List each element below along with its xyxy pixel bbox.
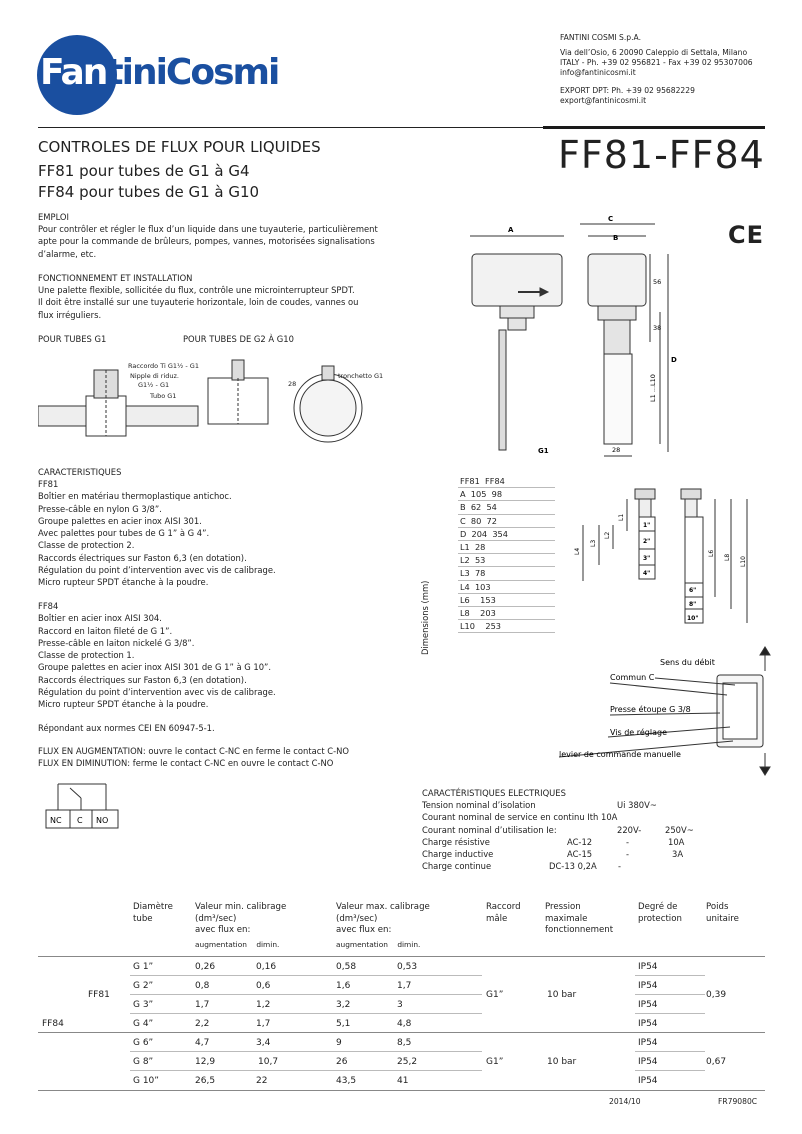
paddle-2: 2" xyxy=(643,538,651,545)
pression-ff84: 10 bar xyxy=(547,1057,577,1067)
cell-max-dim: 1,7 xyxy=(397,981,412,991)
header-pression: Pression maximale fonctionnement xyxy=(545,902,614,935)
cell-min-dim: 1,7 xyxy=(256,1019,271,1029)
dim-label-a: A xyxy=(508,226,514,234)
elec-label: Courant nominal d’utilisation Ie: xyxy=(422,824,557,835)
header-poids: Poids unitaire xyxy=(706,902,739,924)
electrical-row xyxy=(422,811,618,823)
row-rule xyxy=(130,975,482,976)
dim-label-l: L1 ...L10 xyxy=(649,374,657,402)
cell-max-aug: 5,1 xyxy=(336,1019,351,1029)
dim-label-c: C xyxy=(608,215,614,223)
label-commun: Commun C xyxy=(610,673,655,682)
ip-rule xyxy=(635,1051,705,1052)
paddle-4: 4" xyxy=(643,570,651,577)
row-rule xyxy=(130,1051,482,1052)
cell-min-aug: 12,9 xyxy=(195,1057,216,1067)
electrical-section xyxy=(422,787,694,872)
table-top-rule xyxy=(38,956,765,957)
header-rule-bold xyxy=(543,126,765,129)
ip-rule xyxy=(635,994,705,995)
label-nipple-size: G1½ - G1 xyxy=(138,381,170,389)
elec-value: 3A xyxy=(672,848,684,859)
raccord-ff84: G1” xyxy=(486,1057,504,1067)
elec-value: AC-15 xyxy=(567,848,593,859)
header-diametre: Diamètre tube xyxy=(133,902,173,924)
flux-text: FLUX EN AUGMENTATION: ouvre le contact C-NC en ferme le contact C-NO FLUX EN DIMINUTION: ferme le contact C-NC en ouvre le contact C-NO xyxy=(38,746,350,769)
footer-date: 2014/10 xyxy=(609,1097,641,1106)
dimensions-row: L10 253 xyxy=(458,620,555,633)
cell-min-aug: 4,7 xyxy=(195,1038,210,1048)
electrical-row xyxy=(422,799,657,811)
paddle-drawing xyxy=(565,485,765,630)
cell-ip: IP54 xyxy=(638,981,658,991)
electrical-row xyxy=(422,824,694,836)
company-phone: ITALY - Ph. +39 02 956821 - Fax +39 02 95307006 xyxy=(560,58,753,67)
label-l8: L8 xyxy=(724,553,731,561)
electrical-title: CARACTÉRISTIQUES ELECTRIQUES xyxy=(422,788,566,798)
raccord-ff81: G1” xyxy=(486,990,504,1000)
product-code: FF81-FF84 xyxy=(558,133,765,177)
dimensions-row: L1 28 xyxy=(458,541,555,554)
row-rule xyxy=(130,1070,482,1071)
contact-c: C xyxy=(77,816,83,825)
dim-label-g1: G1 xyxy=(538,447,549,455)
dimensions-row: L8 203 xyxy=(458,607,555,620)
header-rule xyxy=(38,127,543,128)
emploi-title: EMPLOI xyxy=(38,212,69,222)
elec-value: - xyxy=(626,848,630,859)
elec-value: - xyxy=(618,861,622,872)
dimensions-table xyxy=(458,475,555,633)
dimensions-row: D 204 354 xyxy=(458,528,555,541)
paddle-3: 3" xyxy=(643,555,651,562)
brand-logo: FantiniCosmi xyxy=(40,52,279,93)
row-rule xyxy=(130,994,482,995)
cell-max-aug: 3,2 xyxy=(336,1000,351,1010)
installation-drawings xyxy=(38,348,383,456)
subtitle-ff81: FF81 pour tubes de G1 à G4 xyxy=(38,162,250,180)
elec-value: Ui 380V~ xyxy=(617,800,657,811)
cell-max-aug: 9 xyxy=(336,1038,342,1048)
dimensions-title: Dimensions (mm) xyxy=(420,580,430,655)
paddle-8: 8" xyxy=(689,601,697,608)
ip-rule xyxy=(635,1070,705,1071)
cell-min-aug: 26,5 xyxy=(195,1076,216,1086)
elec-value: DC-13 0,2A xyxy=(549,861,597,872)
elec-label: Charge continue xyxy=(422,861,492,872)
cell-ip: IP54 xyxy=(638,1057,658,1067)
export-phone: EXPORT DPT: Ph. +39 02 95682229 xyxy=(560,86,695,95)
label-levier: levier de commande manuelle xyxy=(559,750,681,759)
cell-tube: G 4” xyxy=(133,1019,154,1029)
cell-max-dim: 25,2 xyxy=(397,1057,418,1067)
elec-label: Charge inductive xyxy=(422,848,494,859)
cell-tube: G 1” xyxy=(133,962,154,972)
dimensions-row: C 80 72 xyxy=(458,515,555,528)
ce-mark: CE xyxy=(728,221,765,249)
elec-label: Courant nominal de service en continu Ith 10A xyxy=(422,812,618,823)
dim-label-28: 28 xyxy=(612,446,621,454)
page-title: CONTROLES DE FLUX POUR LIQUIDES xyxy=(38,138,321,156)
company-email: info@fantinicosmi.it xyxy=(560,68,636,77)
label-l1: L1 xyxy=(618,513,625,521)
footer-ref: FR79080C xyxy=(718,1097,758,1106)
poids-ff81: 0,39 xyxy=(706,990,727,1000)
cell-max-dim: 4,8 xyxy=(397,1019,412,1029)
label-pour-tubes-g1: POUR TUBES G1 xyxy=(38,334,107,344)
label-vis-reglage: Vis de réglage xyxy=(610,728,668,737)
pression-ff81: 10 bar xyxy=(547,990,577,1000)
model-ff81: FF81 xyxy=(88,990,110,1000)
cell-max-dim: 41 xyxy=(397,1076,409,1086)
cell-min-aug: 2,2 xyxy=(195,1019,210,1029)
elec-value: 10A xyxy=(668,836,685,847)
cell-max-dim: 3 xyxy=(397,1000,403,1010)
cell-tube: G 3” xyxy=(133,1000,154,1010)
label-nipple: Nipple di riduz. xyxy=(130,372,179,380)
label-dim-28: 28 xyxy=(288,380,297,388)
fonctionnement-title: FONCTIONNEMENT ET INSTALLATION xyxy=(38,273,193,283)
dimensions-header: FF81 FF84 xyxy=(458,475,555,488)
label-raccordo: Raccordo Ti G1½ - G1 xyxy=(128,362,199,370)
emploi-text: Pour contrôler et régler le flux d’un liquide dans une tuyauterie, particulièrement apte pour la commande de brûleurs, pompes, vannes, motorisées signalisations d’alarme, etc. xyxy=(38,224,378,259)
elec-value: 220V- xyxy=(617,824,642,835)
dim-label-56: 56 xyxy=(653,278,662,286)
header-vmax-sub: augmentation dimin. xyxy=(336,940,421,949)
poids-ff84: 0,67 xyxy=(706,1057,727,1067)
cell-min-dim: 0,6 xyxy=(256,981,271,991)
cell-tube: G 2” xyxy=(133,981,154,991)
label-l4: L4 xyxy=(574,547,581,555)
paddle-1: 1" xyxy=(643,522,651,529)
ip-rule xyxy=(635,1013,705,1014)
cell-ip: IP54 xyxy=(638,1038,658,1048)
company-info xyxy=(560,33,753,106)
subtitle-ff84: FF84 pour tubes de G1 à G10 xyxy=(38,183,260,201)
cell-max-dim: 0,53 xyxy=(397,962,418,972)
cell-min-aug: 1,7 xyxy=(195,1000,210,1010)
caracteristiques-title: CARACTERISTIQUES xyxy=(38,467,122,477)
header-vmin-sub: augmentation dimin. xyxy=(195,940,280,949)
header-raccord: Raccord mâle xyxy=(486,902,521,924)
norme-text: Répondant aux normes CEI EN 60947-5-1. xyxy=(38,723,215,733)
product-drawing xyxy=(450,212,680,467)
ff81-specs: FF81 Boîtier en matériau thermoplastique antichoc. Presse-câble en nylon G 3/8”. Groupe palettes en acier inox AISI 301. Avec palettes pour tubes de G 1” à G 4”. Classe de protection 2. Raccords électriques sur Faston 6,3 (en dotation). Régulation du point d’intervention avec vis de calibrage. Micro rupteur SPDT étanche à la poudre. xyxy=(38,479,276,588)
cell-max-aug: 0,58 xyxy=(336,962,357,972)
dim-label-d: D xyxy=(671,356,677,364)
electrical-row xyxy=(422,836,685,848)
cell-ip: IP54 xyxy=(638,1000,658,1010)
cell-ip: IP54 xyxy=(638,1019,658,1029)
label-tronchetto: tronchetto G1 xyxy=(338,372,383,380)
electrical-row xyxy=(422,848,684,860)
contact-nc: NC xyxy=(50,816,62,825)
cell-tube: G 8” xyxy=(133,1057,154,1067)
cell-max-aug: 1,6 xyxy=(336,981,351,991)
cell-ip: IP54 xyxy=(638,1076,658,1086)
dimensions-row: L6 153 xyxy=(458,594,555,607)
dimensions-row: B 62 54 xyxy=(458,501,555,514)
elec-label: Tension nominal d’isolation xyxy=(422,800,536,811)
elec-label: Charge résistive xyxy=(422,836,490,847)
ip-rule xyxy=(635,975,705,976)
row-rule-mid xyxy=(38,1032,765,1033)
dim-label-b: B xyxy=(613,234,619,242)
header-degre: Degré de protection xyxy=(638,902,682,924)
contact-no: NO xyxy=(96,816,109,825)
cell-max-dim: 8,5 xyxy=(397,1038,412,1048)
cell-ip: IP54 xyxy=(638,962,658,972)
cell-min-dim: 0,16 xyxy=(256,962,277,972)
elec-value: 250V~ xyxy=(665,824,694,835)
dimensions-row: L2 53 xyxy=(458,554,555,567)
label-l3: L3 xyxy=(590,539,597,547)
label-tubo: Tubo G1 xyxy=(150,392,177,400)
elec-value: - xyxy=(626,836,630,847)
cell-tube: G 10” xyxy=(133,1076,159,1086)
ff84-specs: FF84 Boîtier en acier inox AISI 304. Raccord en laiton fileté de G 1”. Presse-câble en laiton nickelé G 3/8”. Classe de protection 1. Groupe palettes en acier inox AISI 301 de G 1” à G 10”. Raccords électriques sur Faston 6,3 (en dotation). Régulation du point d’intervention avec vis de calibrage. Micro rupteur SPDT étanche à la poudre. xyxy=(38,601,276,710)
paddle-6: 6" xyxy=(689,587,697,594)
switch-diagram xyxy=(555,645,775,780)
cell-min-dim: 10,7 xyxy=(258,1057,279,1067)
cell-min-dim: 22 xyxy=(256,1076,268,1086)
cell-max-aug: 43,5 xyxy=(336,1076,357,1086)
row-rule xyxy=(130,1013,482,1014)
fonctionnement-text: Une palette flexible, sollicitée du flux, contrôle une microinterrupteur SPDT. Il doit être installé sur une tuyauterie horizontale, loin de coudes, vannes ou flux irréguliers. xyxy=(38,285,359,320)
dimensions-row: A 105 98 xyxy=(458,488,555,501)
company-name: FANTINI COSMI S.p.A. xyxy=(560,33,642,42)
export-email: export@fantinicosmi.it xyxy=(560,96,647,105)
header-vmax: Valeur max. calibrage (dm³/sec) avec flux en: xyxy=(336,902,430,935)
dim-label-38: 38 xyxy=(653,324,662,332)
electrical-row xyxy=(422,860,622,872)
label-pour-tubes-g2: POUR TUBES DE G2 À G10 xyxy=(183,334,294,344)
cell-max-aug: 26 xyxy=(336,1057,348,1067)
cell-min-aug: 0,26 xyxy=(195,962,216,972)
label-sens-debit: Sens du débit xyxy=(660,658,715,667)
cell-tube: G 6” xyxy=(133,1038,154,1048)
header-vmin: Valeur min. calibrage (dm³/sec) avec flux en: xyxy=(195,902,287,935)
table-bottom-rule xyxy=(38,1090,765,1091)
label-presse-etoupe: Presse étoupe G 3/8 xyxy=(610,705,691,714)
label-l10: L10 xyxy=(740,556,747,567)
cell-min-dim: 1,2 xyxy=(256,1000,271,1010)
label-l6: L6 xyxy=(708,549,715,557)
model-ff84: FF84 xyxy=(42,1019,64,1029)
elec-value: AC-12 xyxy=(567,836,593,847)
cell-min-dim: 3,4 xyxy=(256,1038,271,1048)
company-address: Via dell’Osio, 6 20090 Caleppio di Settala, Milano xyxy=(560,48,748,57)
paddle-10: 10" xyxy=(687,615,699,622)
cell-min-aug: 0,8 xyxy=(195,981,210,991)
dimensions-row: L3 78 xyxy=(458,567,555,580)
contact-diagram xyxy=(44,776,124,832)
dimensions-row: L4 103 xyxy=(458,581,555,594)
label-l2: L2 xyxy=(604,531,611,539)
